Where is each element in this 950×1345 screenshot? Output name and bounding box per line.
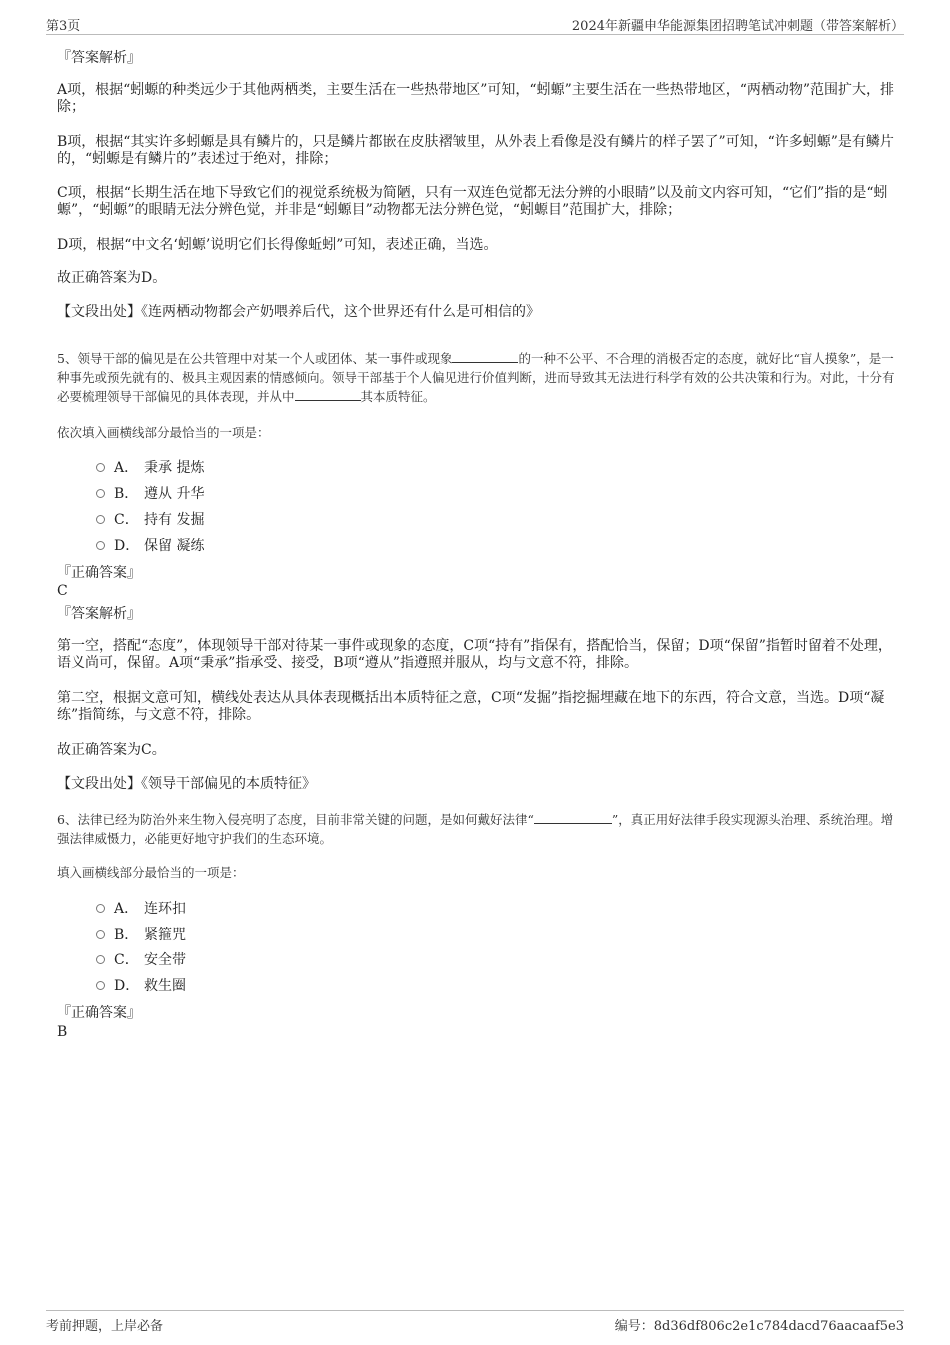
radio-icon[interactable] [96, 981, 105, 990]
q6-option-b[interactable]: B． 紧箍咒 [96, 926, 186, 944]
page-number: 第3页 [46, 19, 81, 34]
q5-option-a[interactable]: A． 秉承 提炼 [96, 459, 204, 477]
q5-option-b[interactable]: B． 遵从 升华 [96, 485, 204, 503]
q6-option-a[interactable]: A． 连环扣 [96, 900, 186, 918]
q4-analysis-a: A项，根据“蚓螈的种类远少于其他两栖类，主要生活在一些热带地区”可知，“蚓螈”主要生活在一些热带地区，“两栖动物”范围扩大，排除； [57, 82, 895, 115]
q6-blank [534, 811, 612, 824]
q4-analysis-c: C项，根据“长期生活在地下导致它们的视觉系统极为简陋，只有一双连色觉都无法分辨的小眼睛”以及前文内容可知，“它们”指的是“蚓螈”，“蚓螈”的眼睛无法分辨色觉，并非是“蚓螈目”动物都无法分辨色觉，“蚓螈目”范围扩大，排除； [57, 185, 888, 218]
q5-blank-2 [295, 388, 361, 401]
q6-answer: B [57, 1024, 68, 1040]
page-header [46, 14, 904, 35]
radio-icon[interactable] [96, 955, 105, 964]
radio-icon[interactable] [96, 515, 105, 524]
q5-stem: 5、领导干部的偏见是在公共管理中对某一个人或团体、某一事件或现象 的一种不公平、不合理的消极否定的态度，就好比“盲人摸象”，是一种事先或预先就有的、极具主观因素的情感倾向。领导干部基于个人偏见进行价值判断，进而导致其无法进行科学有效的公共决策和行为。对此，十分有必要梳理领导干部偏见的具体表现，并从中 其本质特征。 [57, 351, 895, 404]
q6-option-d[interactable]: D． 救生圈 [96, 977, 186, 995]
q5-analysis-para-2: 第二空，根据文意可知，横线处表达从具体表现概括出本质特征之意，C项“发掘”指挖掘埋藏在地下的东西，符合文意，当选。D项“凝练”指简练，与文意不符，排除。 [57, 690, 885, 723]
q5-analysis-para-1: 第一空，搭配“态度”，体现领导干部对待某一事件或现象的态度，C项“持有”指保有，搭配恰当，保留；D项“保留”指暂时留着不处理，语义尚可，保留。A项“秉承”指承受、接受，B项“遵从”指遵照并服从，均与文意不符，排除。 [57, 638, 892, 671]
q4-analysis-d: D项，根据“中文名‘蚓螈’说明它们长得像蚯蚓”可知，表述正确，当选。 [57, 237, 498, 253]
q4-analysis-title: 『答案解析』 [57, 50, 141, 66]
q4-conclusion: 故正确答案为D。 [57, 270, 167, 286]
q5-prompt: 依次填入画横线部分最恰当的一项是： [57, 425, 270, 440]
q5-option-c[interactable]: C． 持有 发掘 [96, 511, 204, 529]
q5-source: 【文段出处】《领导干部偏见的本质特征》 [57, 776, 316, 792]
page-footer [46, 1310, 904, 1333]
q6-stem: 6、法律已经为防治外来生物入侵亮明了态度，目前非常关键的问题，是如何戴好法律“ ”，真正用好法律手段实现源头治理、系统治理。增强法律威慑力，必能更好地守护我们的生态环境。 [57, 812, 894, 846]
q6-option-c[interactable]: C． 安全带 [96, 951, 186, 969]
q4-source: 【文段出处】《连两栖动物都会产奶喂养后代，这个世界还有什么是可相信的》 [57, 304, 540, 320]
radio-icon[interactable] [96, 489, 105, 498]
document-title: 2024年新疆申华能源集团招聘笔试冲刺题（带答案解析） [571, 19, 904, 34]
q5-analysis-title: 『答案解析』 [57, 606, 141, 622]
radio-icon[interactable] [96, 930, 105, 939]
q6-prompt: 填入画横线部分最恰当的一项是： [57, 865, 245, 880]
q6-answer-title: 『正确答案』 [57, 1005, 141, 1021]
radio-icon[interactable] [96, 541, 105, 550]
footer-slogan: 考前押题，上岸必备 [46, 1319, 164, 1334]
q5-answer-title: 『正确答案』 [57, 565, 141, 581]
q5-blank-1 [452, 350, 518, 363]
q5-option-d[interactable]: D． 保留 凝练 [96, 537, 204, 555]
q4-analysis-b: B项，根据“其实许多蚓螈是具有鳞片的，只是鳞片都嵌在皮肤褶皱里，从外表上看像是没有鳞片的样子罢了”可知，“许多蚓螈”是有鳞片的，“蚓螈是有鳞片的”表述过于绝对，排除； [57, 134, 894, 167]
q5-conclusion: 故正确答案为C。 [57, 742, 166, 758]
radio-icon[interactable] [96, 463, 105, 472]
q5-answer: C [57, 583, 68, 599]
document-id: 编号：8d36df806c2e1c784dacd76aacaaf5e3 [614, 1319, 904, 1334]
radio-icon[interactable] [96, 904, 105, 913]
